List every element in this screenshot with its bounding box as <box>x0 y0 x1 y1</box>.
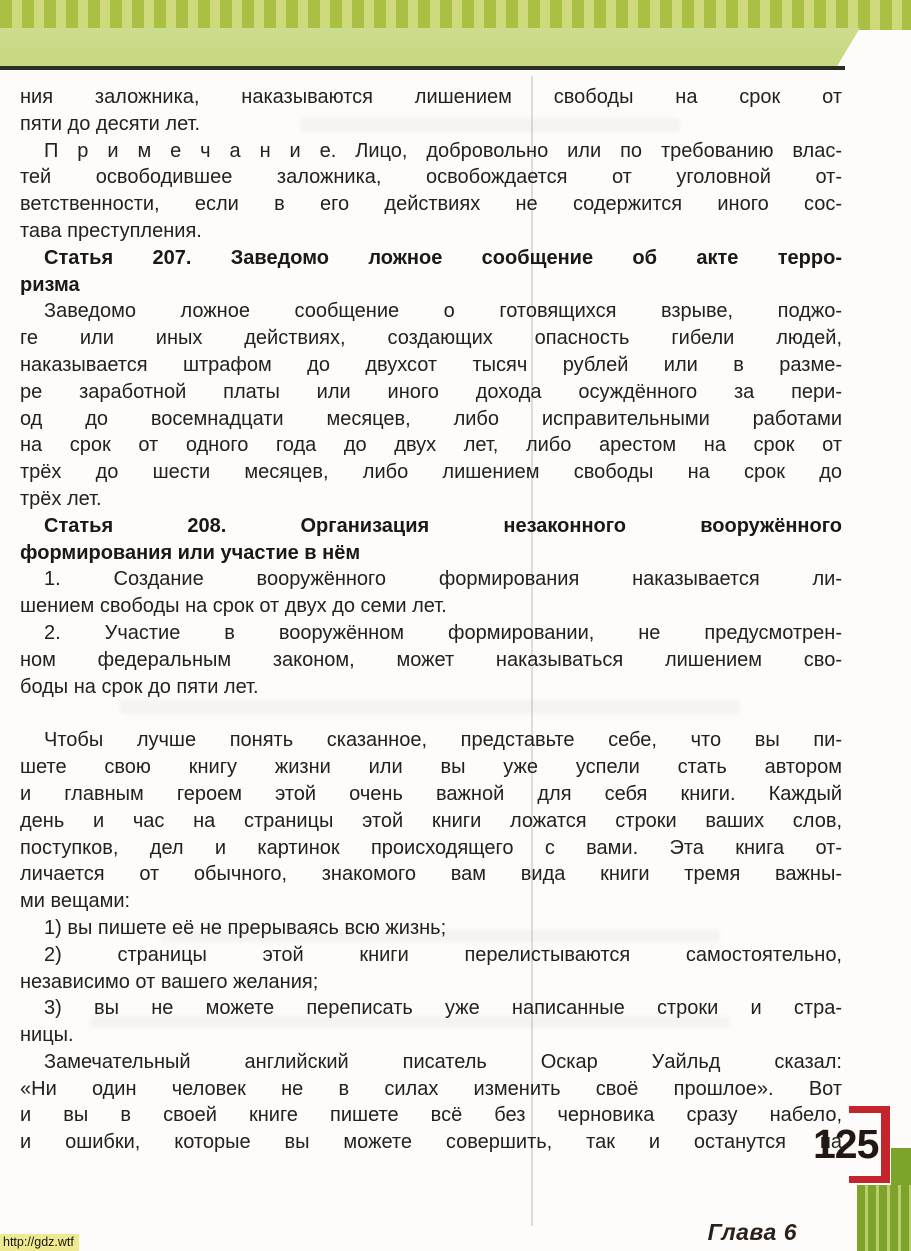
text-line: шете свою книгу жизни или вы уже успели стать автором <box>20 756 842 779</box>
text-line: ре заработной платы или иного дохода осуждённого за пери- <box>20 380 842 403</box>
text-line: поступков, дел и картинок происходящего с вами. Эта книга от- <box>20 836 842 859</box>
text-line: Статья 208. Организация незаконного вооружённого <box>44 514 842 537</box>
watermark: http://gdz.wtf <box>0 1234 79 1251</box>
paragraph <box>20 942 842 996</box>
text-line: формирования или участие в нём <box>20 541 361 564</box>
text-line: пяти до десяти лет. <box>20 112 201 135</box>
paragraph <box>20 84 842 138</box>
text-line: «Ни один человек не в силах изменить своё прошлое». Вот <box>20 1077 842 1100</box>
text-line: тава преступления. <box>20 219 202 242</box>
banner-underline <box>0 66 845 70</box>
text-line: Статья 207. Заведомо ложное сообщение об акте терро- <box>44 246 842 269</box>
text-line: П р и м е ч а н и е. Лицо, добровольно или по требованию влас- <box>44 139 842 162</box>
text-line: ния заложника, наказываются лишением свободы на срок от <box>20 86 842 108</box>
text-line: Заведомо ложное сообщение о готовящихся взрыве, поджо- <box>44 300 842 323</box>
corner-green-stripes <box>857 1185 911 1251</box>
paragraph <box>20 566 842 620</box>
paragraph <box>20 995 842 1049</box>
paragraph <box>20 1049 842 1156</box>
text-line: и главным героем этой очень важной для себя книги. Каждый <box>20 782 842 805</box>
text-line: Чтобы лучше понять сказанное, представьте себе, что вы пи- <box>44 729 842 752</box>
text-line: ми вещами: <box>20 890 131 913</box>
text-line: 1. Создание вооружённого формирования наказывается ли- <box>44 568 842 591</box>
text-line: ницы. <box>20 1024 74 1047</box>
text-line: 2. Участие в вооружённом формировании, не предусмотрен- <box>44 621 842 644</box>
text-line: и ошибки, которые вы можете совершить, так и останутся на <box>20 1131 842 1154</box>
text-line: ном федеральным законом, может наказываться лишением сво- <box>20 648 842 671</box>
page-text <box>20 84 842 1156</box>
paragraph <box>20 620 842 700</box>
chapter-banner <box>0 28 911 68</box>
text-line: од до восемнадцати месяцев, либо исправительными работами <box>20 407 842 430</box>
page-number: 125 <box>813 1121 879 1167</box>
paragraph <box>20 138 842 245</box>
text-line: на срок от одного года до двух лет, либо арестом на срок от <box>20 434 842 457</box>
paragraph <box>20 915 842 942</box>
text-line: ризма <box>20 273 80 296</box>
text-line: 1) вы пишете её не прерываясь всю жизнь; <box>44 916 447 939</box>
text-line: трёх лет. <box>20 487 102 510</box>
text-line: боды на срок до пяти лет. <box>20 675 259 698</box>
paragraph <box>20 727 842 915</box>
text-line: ге или иных действиях, создающих опасность гибели людей, <box>20 327 842 350</box>
text-line: Замечательный английский писатель Оскар Уайльд сказал: <box>44 1050 842 1073</box>
text-line: 2) страницы этой книги перелистываются самостоятельно, <box>44 943 842 966</box>
text-line: наказывается штрафом до двухсот тысяч рублей или в разме- <box>20 353 842 376</box>
top-stripe-band <box>0 0 911 30</box>
article-heading <box>20 513 842 567</box>
text-line: 3) вы не можете переписать уже написанные строки и стра- <box>44 997 842 1020</box>
text-line: независимо от вашего желания; <box>20 970 319 993</box>
text-line: личается от обычного, знакомого вам вида книги тремя важны- <box>20 863 842 886</box>
chapter-label: Глава 6 <box>707 1219 797 1245</box>
text-line: и вы в своей книге пишете всё без черновика сразу набело, <box>20 1104 842 1127</box>
text-line: трёх до шести месяцев, либо лишением свободы на срок до <box>20 461 842 484</box>
text-line: день и час на страницы этой книги ложатся строки ваших слов, <box>20 809 842 832</box>
article-heading <box>20 245 842 299</box>
text-line: шением свободы на срок от двух до семи лет. <box>20 595 447 618</box>
text-line: ветственности, если в его действиях не содержится иного сос- <box>20 193 842 216</box>
corner-green-block <box>891 1148 911 1188</box>
text-line: тей освободившее заложника, освобождается от уголовной от- <box>20 166 842 189</box>
paragraph <box>20 298 842 512</box>
